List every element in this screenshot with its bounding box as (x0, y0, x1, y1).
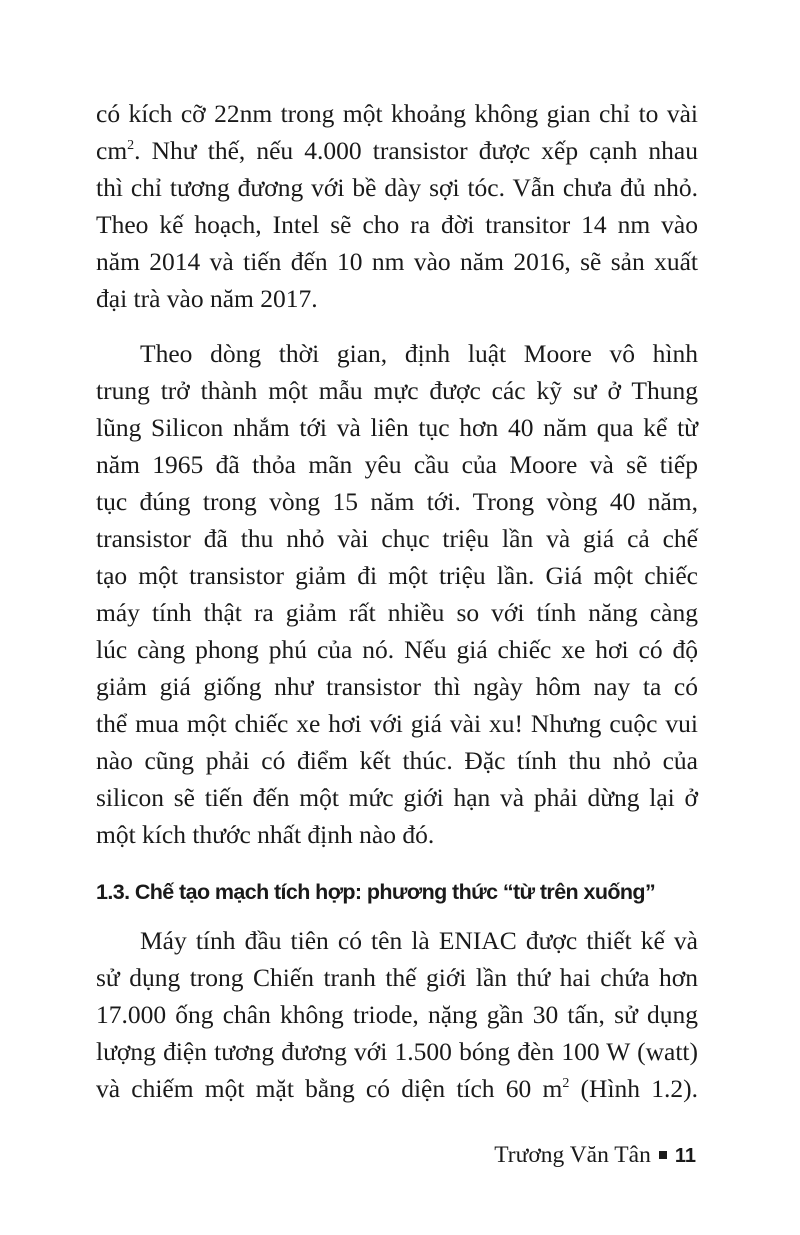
text-line: giảm giá giống như transistor thì ngày hôm nay ta có (96, 672, 698, 701)
page-footer (494, 1138, 696, 1172)
superscript: 2 (562, 1076, 570, 1091)
text-line: thể mua một chiếc xe hơi với giá vài xu! Nhưng cuộc vui (96, 709, 698, 738)
bullet-icon (659, 1151, 667, 1159)
text-line: lượng điện tương đương với 1.500 bóng đèn 100 W (watt) (96, 1037, 698, 1066)
text-line: trung trở thành một mẫu mực được các kỹ sư ở Thung (96, 376, 698, 405)
section-heading: 1.3. Chế tạo mạch tích hợp: phương thức “từ trên xuống” (96, 880, 656, 904)
paragraph-3 (96, 922, 698, 1107)
text-line: có kích cỡ 22nm trong một khoảng không gian chỉ to vài (96, 99, 698, 128)
text-line: đại trà vào năm 2017. (96, 284, 318, 313)
text-line: lũng Silicon nhắm tới và liên tục hơn 40 năm qua kể từ (96, 413, 698, 442)
text-line: silicon sẽ tiến đến một mức giới hạn và phải dừng lại ở (96, 783, 698, 812)
text-line: transistor đã thu nhỏ vài chục triệu lần và giá cả chế (96, 524, 698, 553)
text-line: năm 1965 đã thỏa mãn yêu cầu của Moore và sẽ tiếp (96, 450, 698, 479)
text-line: một kích thước nhất định nào đó. (96, 820, 435, 849)
text-line: Theo dòng thời gian, định luật Moore vô hình (140, 339, 698, 368)
text-line: lúc càng phong phú của nó. Nếu giá chiếc xe hơi có độ (96, 635, 698, 664)
paragraph-2 (96, 335, 698, 853)
text-line: năm 2014 và tiến đến 10 nm vào năm 2016, sẽ sản xuất (96, 247, 698, 276)
text-line: Theo kế hoạch, Intel sẽ cho ra đời transitor 14 nm vào (96, 210, 698, 239)
text-line: $cm^2$. Như thế, nếu 4.000 transistor được xếp cạnh nhau (96, 136, 698, 165)
text-line: và chiếm một mặt bằng có diện tích 60 $m^2$ (Hình 1.2). (96, 1074, 698, 1103)
paragraph-1 (96, 95, 698, 317)
author-name: Trương Văn Tân (494, 1142, 651, 1168)
text-line: 17.000 ống chân không triode, nặng gần 30 tấn, sử dụng (96, 1000, 698, 1029)
text-line: tạo một transistor giảm đi một triệu lần. Giá một chiếc (96, 561, 698, 590)
text-line: tục đúng trong vòng 15 năm tới. Trong vòng 40 năm, (96, 487, 698, 516)
text-line: nào cũng phải có điểm kết thúc. Đặc tính thu nhỏ của (96, 746, 698, 775)
text-line: sử dụng trong Chiến tranh thế giới lần thứ hai chứa hơn (96, 963, 698, 992)
text-line: Máy tính đầu tiên có tên là ENIAC được thiết kế và (140, 926, 698, 955)
text-line: thì chỉ tương đương với bề dày sợi tóc. Vẫn chưa đủ nhỏ. (96, 173, 698, 202)
text-line: máy tính thật ra giảm rất nhiều so với tính năng càng (96, 598, 698, 627)
page-number: 11 (674, 1145, 696, 1167)
superscript: 2 (127, 138, 135, 153)
